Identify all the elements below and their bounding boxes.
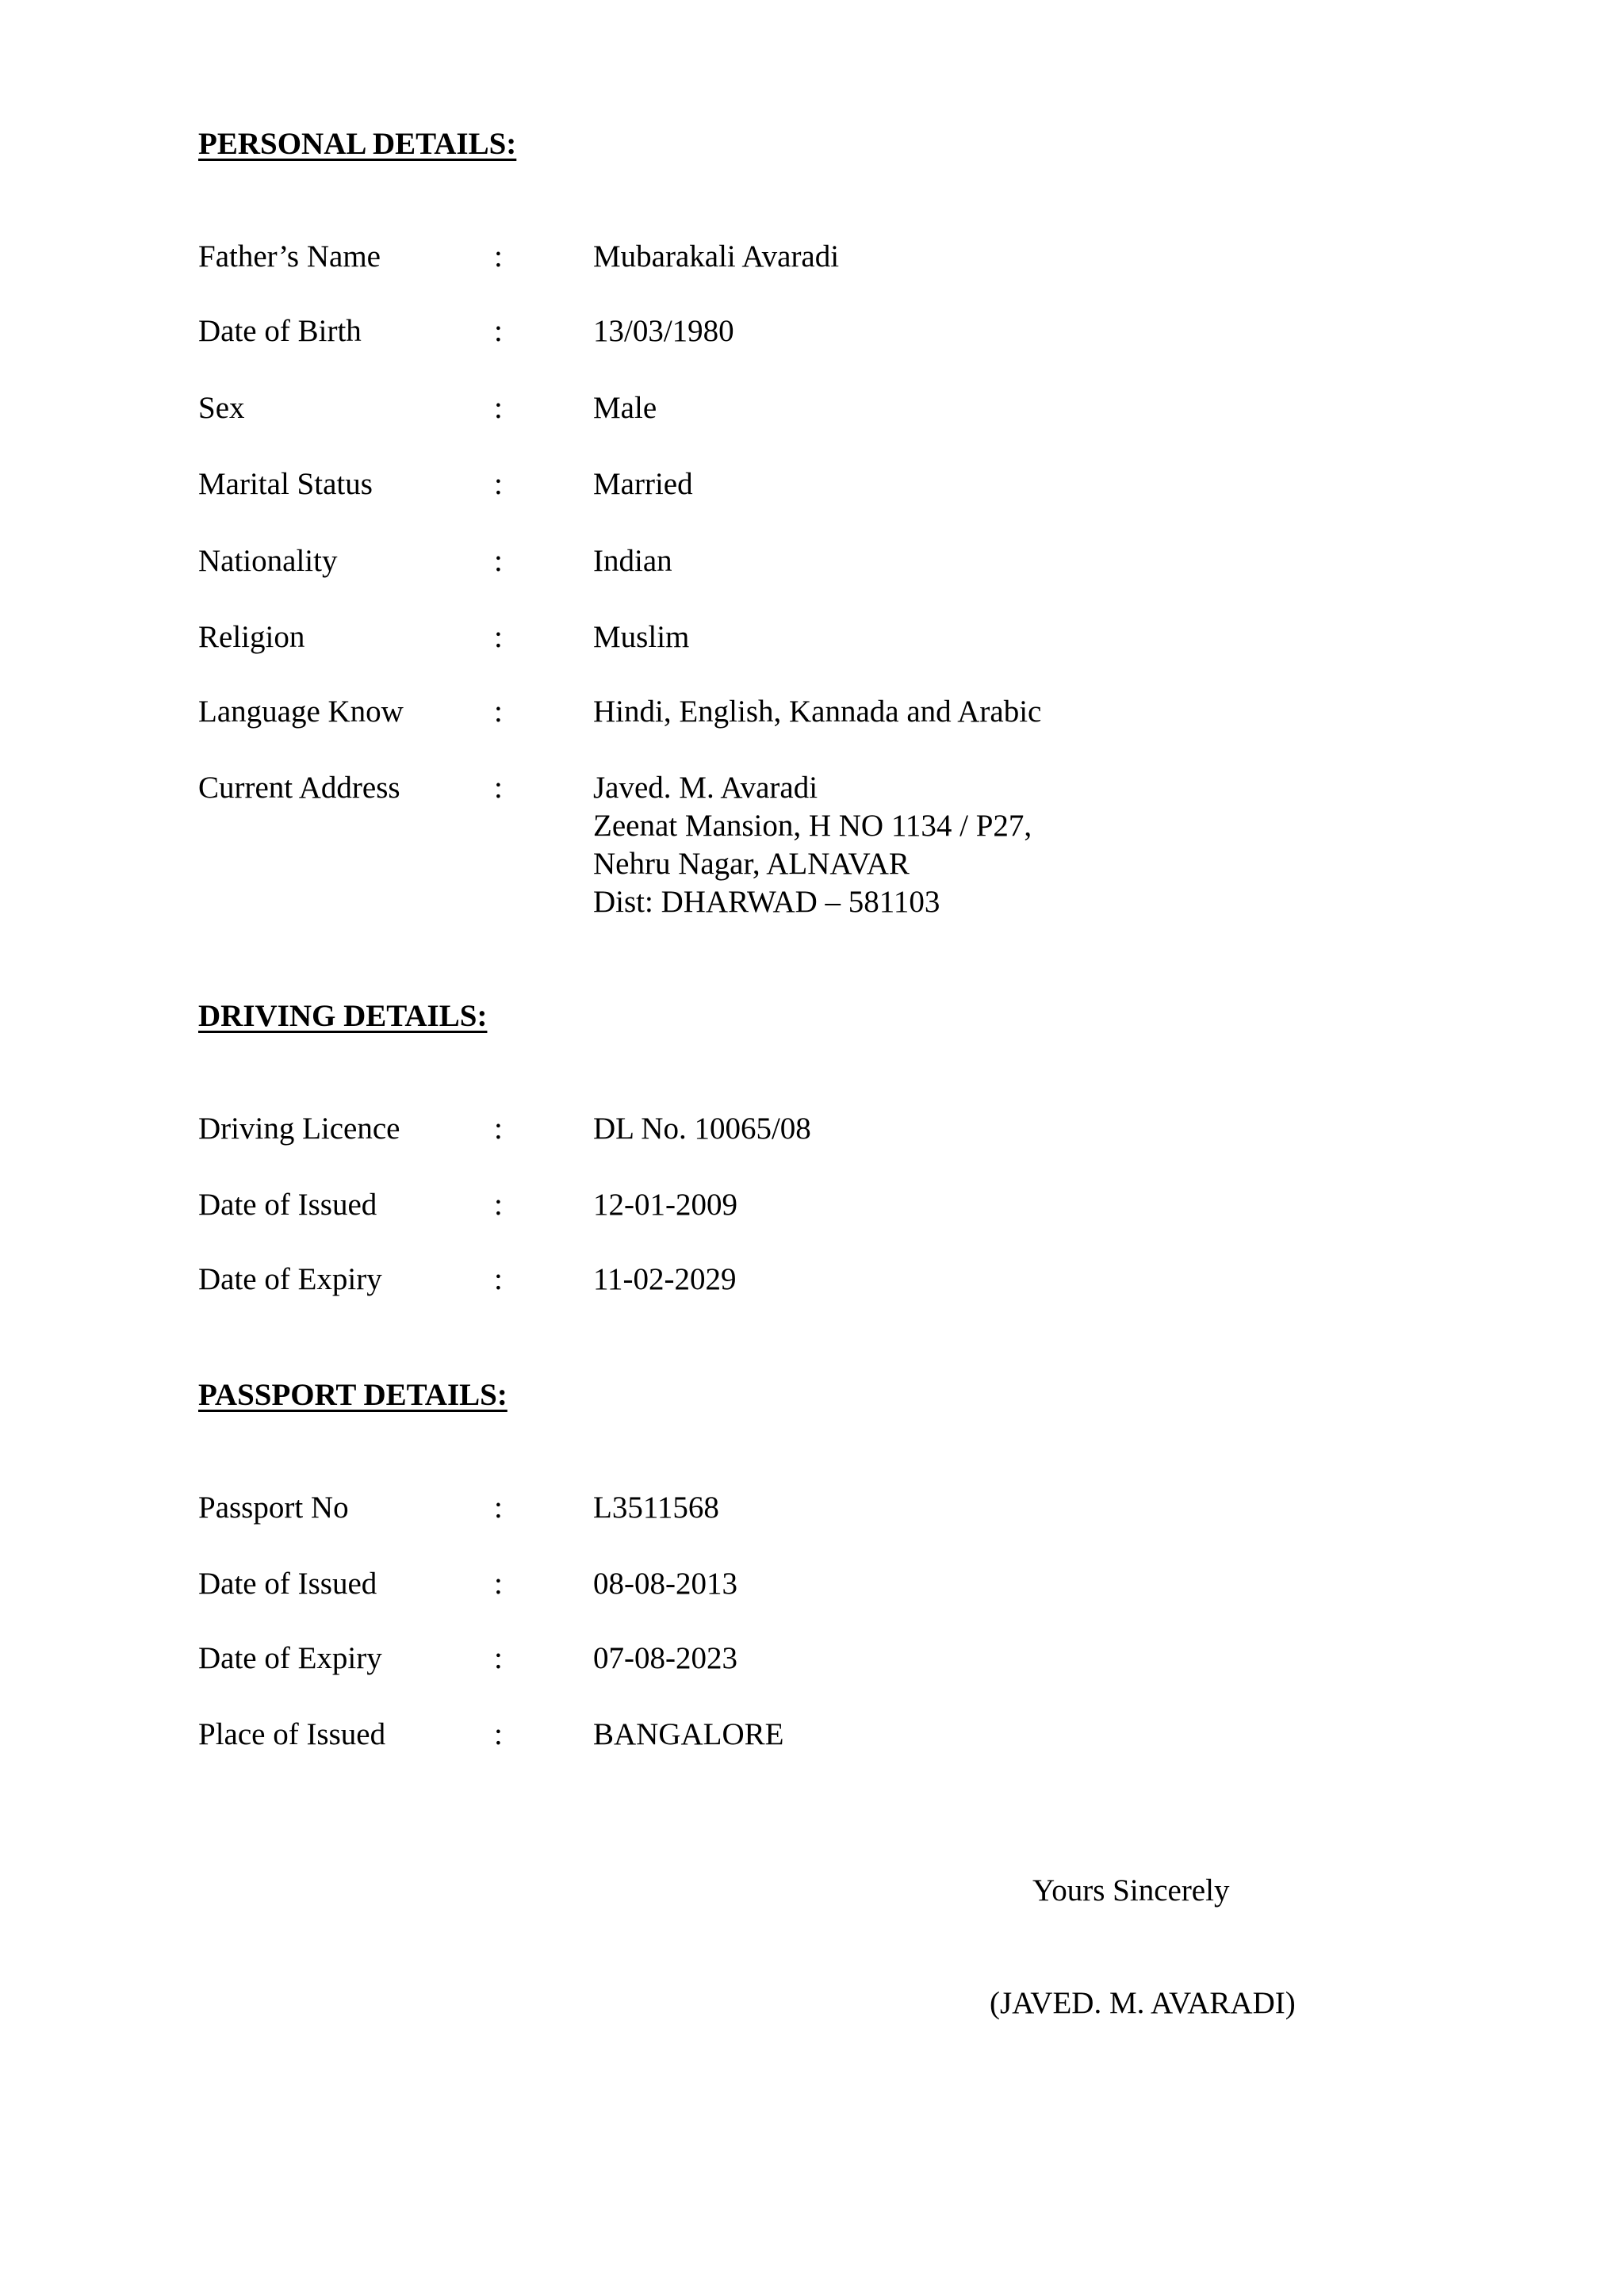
field-value: Indian [593, 544, 672, 578]
field-value: Married [593, 467, 693, 501]
field-colon: : [494, 544, 503, 578]
field-label: Religion [198, 620, 305, 654]
field-colon: : [494, 620, 503, 654]
field-label: Driving Licence [198, 1112, 400, 1146]
address-line: Dist: DHARWAD – 581103 [593, 885, 940, 919]
field-label: Place of Issued [198, 1717, 386, 1751]
field-value: 12-01-2009 [593, 1188, 737, 1222]
field-value: 08-08-2013 [593, 1567, 737, 1601]
field-colon: : [494, 1641, 503, 1675]
field-value: 07-08-2023 [593, 1641, 737, 1675]
field-colon: : [494, 1490, 503, 1525]
field-label: Date of Issued [198, 1567, 377, 1601]
field-value: L3511568 [593, 1490, 719, 1525]
passport-details-heading: PASSPORT DETAILS: [198, 1378, 508, 1412]
field-colon: : [494, 467, 503, 501]
field-value: Muslim [593, 620, 690, 654]
driving-details-heading: DRIVING DETAILS: [198, 999, 488, 1033]
closing-salutation: Yours Sincerely [1032, 1873, 1230, 1908]
address-line: Javed. M. Avaradi [593, 771, 818, 805]
field-value: Mubarakali Avaradi [593, 239, 840, 274]
field-label: Date of Expiry [198, 1262, 382, 1296]
field-colon: : [494, 695, 503, 729]
field-value: 13/03/1980 [593, 314, 734, 348]
field-label: Sex [198, 391, 245, 425]
field-colon: : [494, 391, 503, 425]
field-label: Father’s Name [198, 239, 381, 274]
field-colon: : [494, 239, 503, 274]
field-label: Date of Birth [198, 314, 362, 348]
address-block [593, 769, 1032, 921]
field-colon: : [494, 771, 503, 805]
field-label: Current Address [198, 771, 400, 805]
field-colon: : [494, 1567, 503, 1601]
field-value: DL No. 10065/08 [593, 1112, 811, 1146]
field-colon: : [494, 1717, 503, 1751]
field-value: Male [593, 391, 657, 425]
field-value: BANGALORE [593, 1717, 784, 1751]
field-label: Language Know [198, 695, 404, 729]
field-colon: : [494, 1262, 503, 1296]
field-label: Nationality [198, 544, 338, 578]
field-label: Passport No [198, 1490, 349, 1525]
address-line: Nehru Nagar, ALNAVAR [593, 847, 910, 881]
address-line: Zeenat Mansion, H NO 1134 / P27, [593, 809, 1032, 843]
field-colon: : [494, 1112, 503, 1146]
field-colon: : [494, 1188, 503, 1222]
closing-signature-name: (JAVED. M. AVARADI) [990, 1986, 1296, 2020]
field-value: 11-02-2029 [593, 1262, 737, 1296]
field-label: Marital Status [198, 467, 373, 501]
personal-details-heading: PERSONAL DETAILS: [198, 127, 517, 161]
field-colon: : [494, 314, 503, 348]
field-label: Date of Expiry [198, 1641, 382, 1675]
field-label: Date of Issued [198, 1188, 377, 1222]
field-value: Hindi, English, Kannada and Arabic [593, 695, 1042, 729]
